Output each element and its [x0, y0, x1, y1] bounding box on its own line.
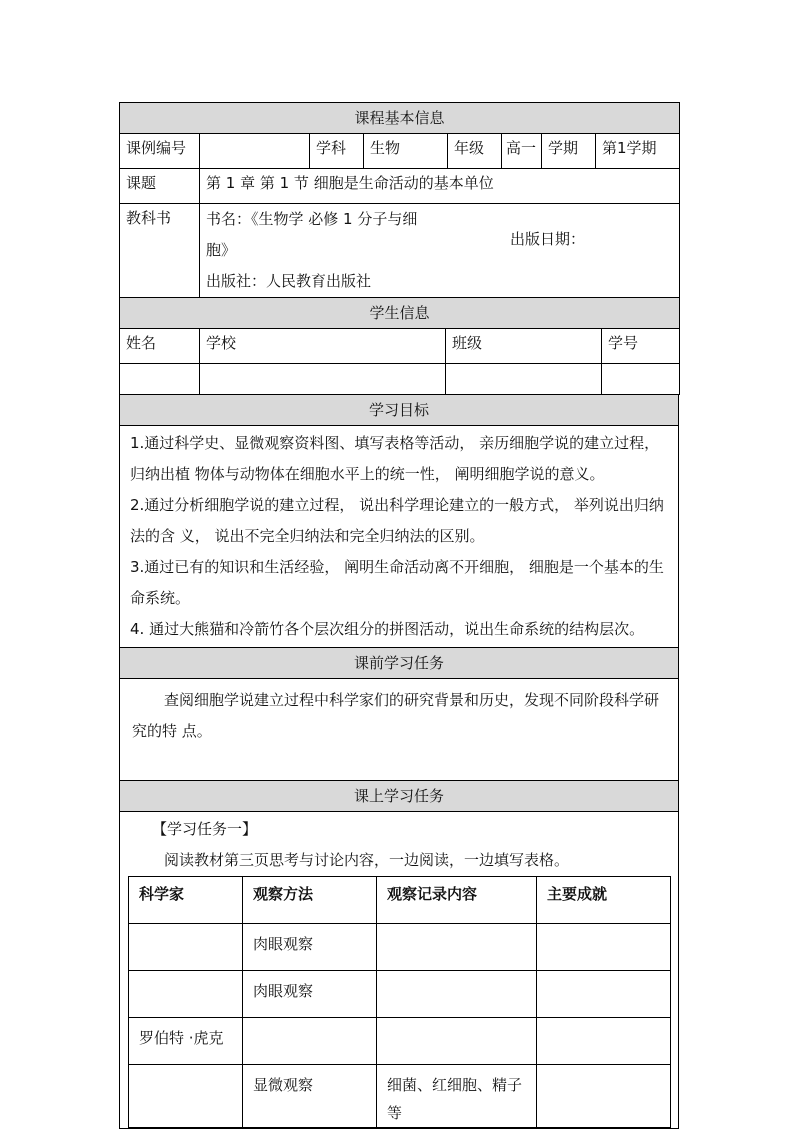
topic-label: 课题 [120, 169, 200, 204]
objectives-list [120, 426, 679, 648]
case-no-value [200, 134, 310, 169]
cell-method[interactable] [243, 1018, 377, 1065]
student-info-header: 学生信息 [120, 298, 680, 329]
table-row [129, 971, 671, 1018]
school-label: 学校 [200, 329, 446, 364]
book-name-line1: 书名：《生物学 必修 1 分子与细 [206, 210, 418, 228]
objective-item: 1.通过科学史、显微观察资料图、填写表格等活动， 亲历细胞学说的建立过程，归纳出植 物体与动物体在细胞水平上的统一性， 阐明细胞学说的意义。 [130, 434, 660, 483]
student-info-table [119, 297, 680, 395]
publisher: 出版社：人民教育出版社 [206, 272, 372, 290]
objective-item: 4. 通过大熊猫和冷箭竹各个层次组分的拼图活动，说出生命系统的结构层次。 [130, 620, 645, 638]
in-class-table [119, 780, 679, 1129]
objective-item: 2.通过分析细胞学说的建立过程， 说出科学理论建立的一般方式， 举列说出归纳法的含 义， 说出不完全归纳法和完全归纳法的区别。 [130, 496, 664, 545]
course-info-table [119, 102, 680, 298]
subject-label: 学科 [310, 134, 364, 169]
cell-achievement[interactable] [537, 971, 671, 1018]
cell-method: 肉眼观察 [243, 971, 377, 1018]
textbook-label: 教科书 [120, 204, 200, 298]
cell-method: 显微观察 [243, 1065, 377, 1128]
pre-class-table [119, 647, 679, 781]
table-row [129, 924, 671, 971]
name-label: 姓名 [120, 329, 200, 364]
in-class-content [120, 812, 679, 1129]
table-row [129, 1065, 671, 1128]
grade-label: 年级 [448, 134, 502, 169]
class-input[interactable] [446, 364, 602, 395]
grade-value: 高一 [502, 134, 542, 169]
cell-achievement[interactable] [537, 924, 671, 971]
lesson-document [119, 102, 679, 1129]
pre-class-header: 课前学习任务 [120, 648, 679, 679]
task-text: 阅读教材第三页思考与讨论内容，一边阅读，一边填写表格。 [164, 851, 570, 869]
name-input[interactable] [120, 364, 200, 395]
cell-achievement[interactable] [537, 1018, 671, 1065]
pre-class-text: 查阅细胞学说建立过程中科学家们的研究背景和历史，发现不同阶段科学研究的特 点。 [132, 691, 660, 740]
col-header-record: 观察记录内容 [377, 877, 537, 924]
case-no-label: 课例编号 [120, 134, 200, 169]
id-input[interactable] [602, 364, 680, 395]
objectives-table [119, 394, 679, 648]
table-row [129, 1018, 671, 1065]
col-header-method: 观察方法 [243, 877, 377, 924]
pre-class-content [120, 679, 679, 781]
id-label: 学号 [602, 329, 680, 364]
cell-record[interactable] [377, 1018, 537, 1065]
course-info-header: 课程基本信息 [120, 103, 680, 134]
objective-item: 3.通过已有的知识和生活经验， 阐明生命活动离不开细胞， 细胞是一个基本的生命系统。 [130, 558, 664, 607]
cell-achievement[interactable] [537, 1065, 671, 1128]
textbook-info [200, 204, 680, 298]
cell-scientist[interactable] [129, 1065, 243, 1128]
cell-scientist[interactable] [129, 971, 243, 1018]
class-label: 班级 [446, 329, 602, 364]
col-header-achievement: 主要成就 [537, 877, 671, 924]
school-input[interactable] [200, 364, 446, 395]
publish-date-label: 出版日期： [510, 230, 586, 248]
cell-record[interactable] [377, 924, 537, 971]
cell-method: 肉眼观察 [243, 924, 377, 971]
cell-scientist[interactable] [129, 924, 243, 971]
term-value: 第1学期 [596, 134, 680, 169]
objectives-header: 学习目标 [120, 395, 679, 426]
task-title: 【学习任务一】 [152, 820, 258, 838]
term-label: 学期 [542, 134, 596, 169]
subject-value: 生物 [364, 134, 448, 169]
scientist-table [128, 876, 671, 1128]
book-name-line2: 胞》 [206, 241, 237, 259]
col-header-scientist: 科学家 [129, 877, 243, 924]
in-class-header: 课上学习任务 [120, 781, 679, 812]
cell-record: 细菌、红细胞、精子等 [377, 1065, 537, 1128]
cell-record[interactable] [377, 971, 537, 1018]
cell-scientist: 罗伯特 ·虎克 [129, 1018, 243, 1065]
topic-value: 第 1 章 第 1 节 细胞是生命活动的基本单位 [200, 169, 680, 204]
